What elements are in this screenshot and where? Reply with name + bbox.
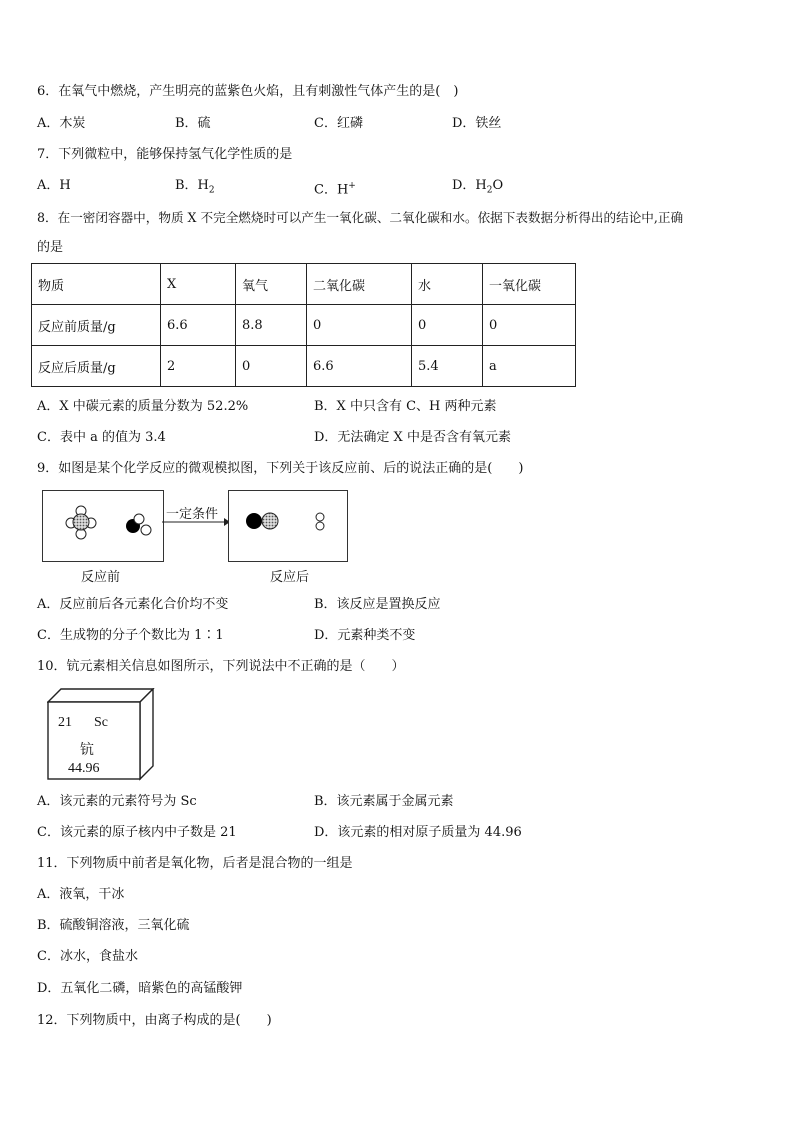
molecule-diagram-before <box>43 491 163 561</box>
element-atomic-mass: 44.96 <box>68 761 100 776</box>
table-cell: 反应前质量/g <box>32 305 161 346</box>
q11-option-c: C．冰水，食盐水 <box>37 949 138 964</box>
table-row <box>32 305 576 346</box>
q10-stem: 10．钪元素相关信息如图所示，下列说法中不正确的是（ ） <box>37 659 405 674</box>
q7-option-d-text: D．H <box>452 178 487 193</box>
table-row <box>32 264 576 305</box>
q10-option-c: C．该元素的原子核内中子数是 21 <box>37 825 237 840</box>
q7-option-c-superscript: + <box>348 181 356 191</box>
q9-after-caption: 反应后 <box>270 570 310 585</box>
q6-option-c: C．红磷 <box>314 116 363 131</box>
q9-option-d: D．元素种类不变 <box>314 628 416 643</box>
table-cell: 二氧化碳 <box>307 264 412 305</box>
q6-option-b: B．硫 <box>175 116 211 131</box>
q10-option-b: B．该元素属于金属元素 <box>314 794 454 809</box>
q9-before-caption: 反应前 <box>81 570 121 585</box>
q8-option-b: B．X 中只含有 C、H 两种元素 <box>314 399 497 414</box>
table-row <box>32 346 576 387</box>
q7-option-c-text: C．H <box>314 182 349 198</box>
table-cell: 5.4 <box>412 346 483 387</box>
reaction-condition-label: 一定条件 <box>166 507 219 522</box>
q7-option-a <box>37 178 71 194</box>
q12-stem: 12．下列物质中，由离子构成的是( ) <box>37 1013 272 1028</box>
q6-option-a: A．木炭 <box>37 116 86 131</box>
table-cell: 0 <box>483 305 576 346</box>
table-cell: 2 <box>161 346 236 387</box>
q11-stem: 11．下列物质中前者是氧化物，后者是混合物的一组是 <box>37 856 353 871</box>
table-cell: 物质 <box>32 264 161 305</box>
element-symbol: Sc <box>94 715 108 730</box>
table-cell: 6.6 <box>307 346 412 387</box>
table-cell: X <box>161 264 236 305</box>
element-atomic-number: 21 <box>58 715 72 730</box>
q11-option-a: A．液氧，干冰 <box>37 887 125 902</box>
q6-option-d: D．铁丝 <box>452 116 502 131</box>
q8-option-c: C．表中 a 的值为 3.4 <box>37 430 166 445</box>
q9-option-a: A．反应前后各元素化合价均不变 <box>37 597 229 612</box>
q7-option-b-text: B．H <box>175 178 209 193</box>
q7-option-b <box>175 178 215 199</box>
q7-option-d <box>452 178 503 199</box>
table-cell: 反应后质量/g <box>32 346 161 387</box>
q9-stem: 9．如图是某个化学反应的微观模拟图，下列关于该反应前、后的说法正确的是( ) <box>37 461 524 476</box>
q8-data-table <box>31 263 576 387</box>
q10-option-d: D．该元素的相对原子质量为 44.96 <box>314 825 522 840</box>
q7-option-d-subscript: 2 <box>486 185 493 196</box>
q7-option-b-subscript: 2 <box>208 185 215 196</box>
q8-option-a: A．X 中碳元素的质量分数为 52.2% <box>37 399 249 414</box>
q11-option-b: B．硫酸铜溶液，三氧化硫 <box>37 918 190 933</box>
q9-option-b: B．该反应是置换反应 <box>314 597 441 612</box>
table-cell: 6.6 <box>161 305 236 346</box>
table-cell: 一氧化碳 <box>483 264 576 305</box>
q7-option-c <box>314 178 356 198</box>
table-cell: 8.8 <box>236 305 307 346</box>
q10-option-a: A．该元素的元素符号为 Sc <box>37 794 197 809</box>
table-cell: 水 <box>412 264 483 305</box>
q8-stem-line1: 8．在一密闭容器中，物质 X 不完全燃烧时可以产生一氧化碳、二氧化碳和水。依据下表数据分析得出的结论中,正确 <box>37 210 684 225</box>
table-cell: 0 <box>412 305 483 346</box>
element-cube-icon <box>47 688 155 782</box>
molecule-diagram-after <box>229 491 347 561</box>
q8-stem-line2: 的是 <box>37 240 64 255</box>
q9-option-c: C．生成物的分子个数比为 1∶1 <box>37 628 224 643</box>
table-cell: 0 <box>307 305 412 346</box>
q9-before-box <box>42 490 164 562</box>
q11-option-d: D．五氧化二磷，暗紫色的高锰酸钾 <box>37 981 243 996</box>
q9-after-box <box>228 490 348 562</box>
table-cell: 氧气 <box>236 264 307 305</box>
q8-option-d: D．无法确定 X 中是否含有氧元素 <box>314 430 511 445</box>
q7-option-d-tail: O <box>492 178 504 193</box>
q7-stem: 7．下列微粒中，能够保持氢气化学性质的是 <box>37 147 293 162</box>
element-name: 钪 <box>80 742 94 758</box>
table-cell: 0 <box>236 346 307 387</box>
q6-stem: 6．在氧气中燃烧，产生明亮的蓝紫色火焰，且有刺激性气体产生的是( ) <box>37 84 459 99</box>
table-cell: a <box>483 346 576 387</box>
q7-option-a-text: A．H <box>37 178 71 193</box>
